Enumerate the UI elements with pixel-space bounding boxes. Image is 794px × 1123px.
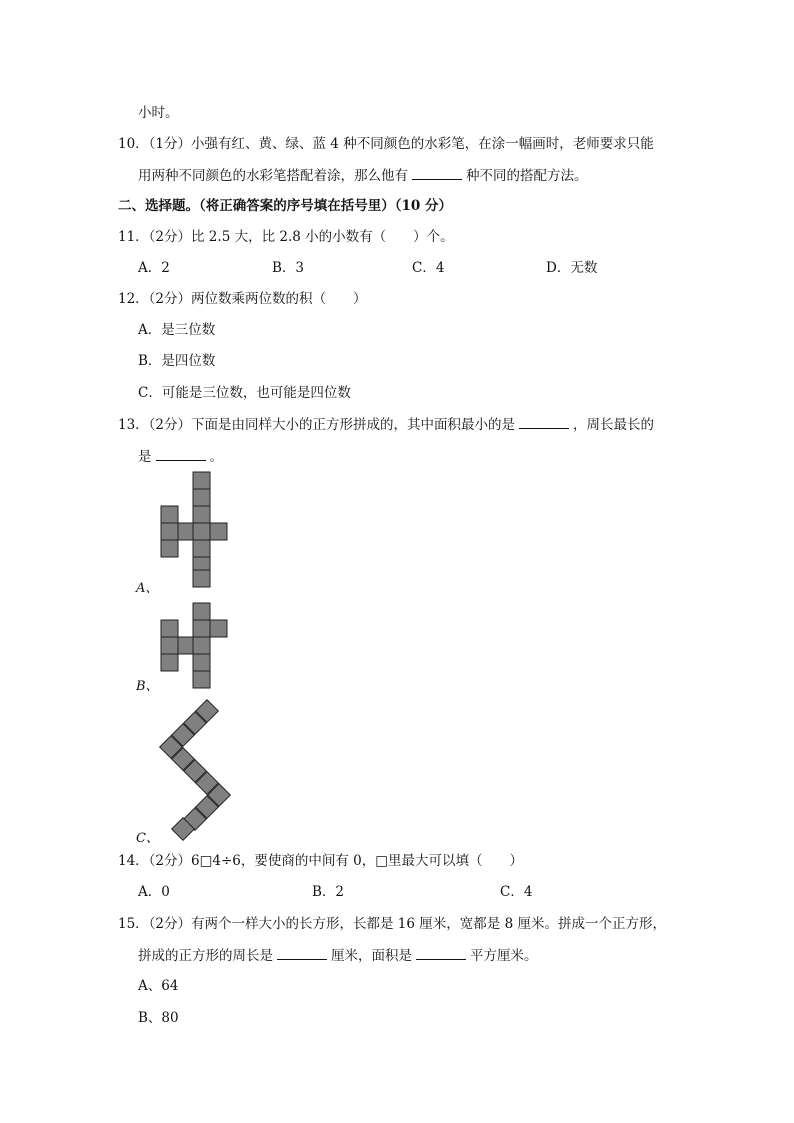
q11-option-d: D．无数 [546, 260, 598, 276]
q13-text2-post: 。 [209, 449, 223, 465]
question-10-line2 [138, 165, 588, 186]
question-13-line2 [138, 446, 223, 467]
question-11: 11．（2分）比 2.5 大，比 2.8 小的小数有（ ）个。 [118, 229, 454, 245]
q10-blank[interactable] [412, 165, 462, 180]
q15-text-pre: 拼成的正方形的周长是 [138, 948, 273, 964]
q15-option-b: B、80 [138, 1010, 179, 1026]
q12-option-b: B．是四位数 [138, 353, 216, 369]
q15-text-mid: 厘米，面积是 [331, 948, 412, 964]
figure-c [155, 697, 240, 842]
question-10-line1: 10．（1分）小强有红、黄、绿、蓝 4 种不同颜色的水彩笔，在涂一幅画时，老师要求只能 [118, 136, 654, 152]
q15-text-post: 平方厘米。 [470, 948, 538, 964]
figure-b-label: B、 [136, 679, 159, 694]
q10-text-post: 种不同的搭配方法。 [466, 168, 588, 184]
q14-option-a: A．0 [138, 884, 170, 900]
q12-option-c: C．可能是三位数，也可能是四位数 [138, 385, 351, 401]
question-15-line2 [138, 945, 538, 966]
q15-blank-2[interactable] [416, 945, 466, 960]
q14-option-c: C．4 [500, 884, 533, 900]
q13-blank-1[interactable] [519, 414, 569, 429]
q11-option-b: B．3 [272, 260, 305, 276]
q15-blank-1[interactable] [277, 945, 327, 960]
q13-text-pre: 13．（2分）下面是由同样大小的正方形拼成的，其中面积最小的是 [118, 417, 516, 433]
q12-option-a: A．是三位数 [138, 322, 216, 338]
question-14: 14．（2分）6□4÷6，要使商的中间有 0，□里最大可以填（ ） [118, 853, 523, 869]
question-12: 12．（2分）两位数乘两位数的积（ ） [118, 291, 367, 307]
figure-b [158, 601, 232, 689]
q15-option-a: A、64 [138, 978, 179, 994]
question-15-line1: 15．（2分）有两个一样大小的长方形，长都是 16 厘米，宽都是 8 厘米。拼成一个正方形， [118, 916, 666, 932]
q14-option-b: B．2 [312, 884, 345, 900]
q11-option-c: C．4 [412, 260, 445, 276]
figure-c-label: C、 [136, 831, 159, 846]
figure-a [158, 470, 232, 590]
q10-text-pre: 用两种不同颜色的水彩笔搭配着涂，那么他有 [138, 168, 408, 184]
q13-text2-pre: 是 [138, 449, 152, 465]
q11-option-a: A．2 [138, 260, 170, 276]
section-2-heading: 二、选择题。（将正确答案的序号填在括号里）（10 分） [118, 198, 452, 214]
q13-blank-2[interactable] [156, 446, 206, 461]
q13-text-post: ，周长最长的 [573, 417, 655, 433]
figure-a-label: A、 [136, 581, 159, 596]
question-13-line1 [118, 414, 654, 435]
continued-text: 小时。 [138, 105, 179, 121]
